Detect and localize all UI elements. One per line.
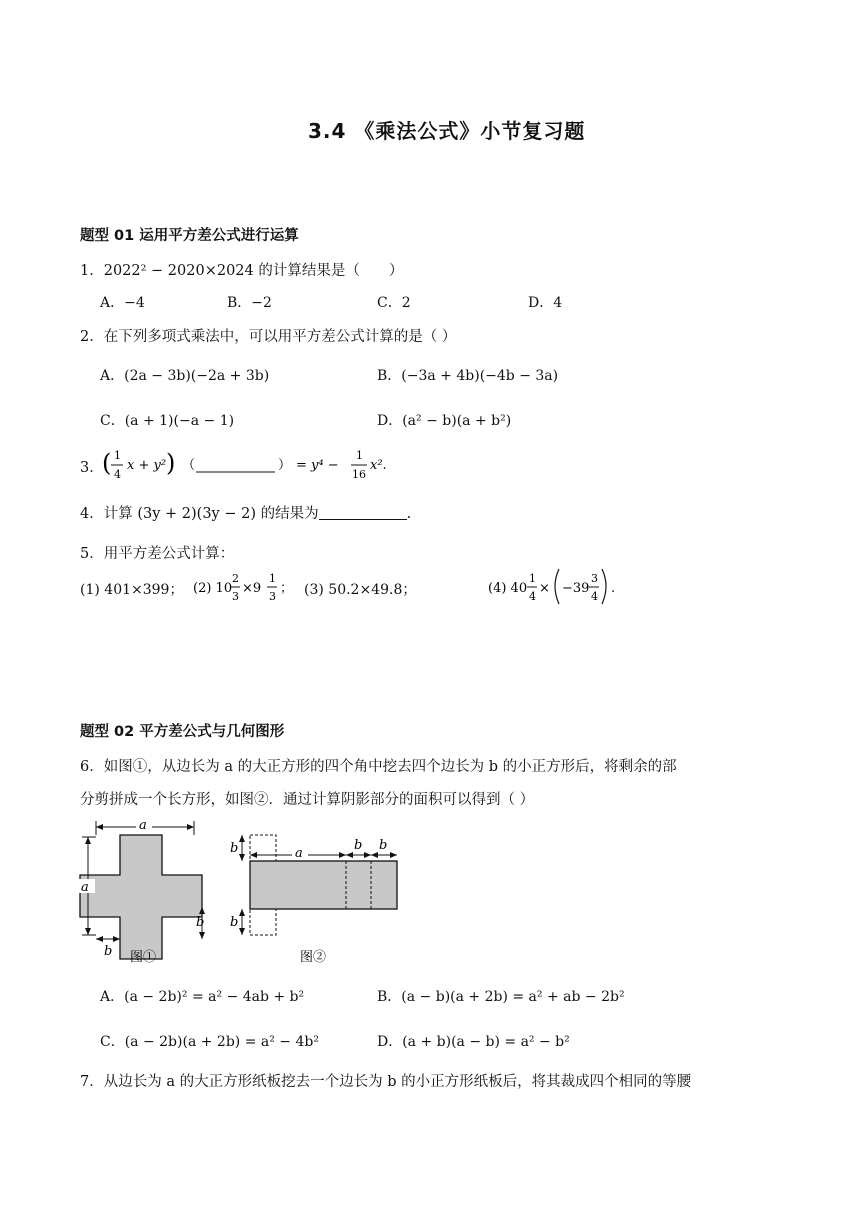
section-heading-2: 题型 02 平方差公式与几何图形 bbox=[80, 724, 285, 740]
question-5-part-4-pre: (4) 40 bbox=[488, 581, 528, 596]
figure-2-rectangle bbox=[250, 861, 397, 909]
figure-1-label-b-bottom: b bbox=[104, 944, 113, 959]
question-5-stem: 5．用平方差公式计算： bbox=[80, 546, 235, 562]
question-4-end: . bbox=[406, 506, 412, 522]
question-5-part-2 bbox=[193, 568, 303, 608]
page-title: 3.4 《乘法公式》小节复习题 bbox=[308, 119, 586, 143]
question-2-option-b: B．(−3a + 4b)(−4b − 3a) bbox=[377, 368, 559, 384]
figure-1-label-a-top: a bbox=[139, 818, 147, 833]
question-3-equals: = y⁴ − bbox=[296, 458, 339, 473]
question-3-frac2-num: 1 bbox=[356, 449, 363, 462]
question-3-frac1-num: 1 bbox=[114, 449, 121, 462]
figure-2-label-b-left-top: b bbox=[230, 841, 239, 856]
figure-2-label-a: a bbox=[295, 846, 303, 861]
question-5-part-4-d1: 4 bbox=[529, 590, 536, 603]
question-2-stem: 2．在下列多项式乘法中，可以用平方差公式计算的是（ ） bbox=[80, 329, 457, 345]
question-3-frac2-den: 16 bbox=[352, 468, 366, 481]
question-3-paren-close: ） bbox=[278, 458, 292, 473]
question-5-part-1: (1) 401×399； bbox=[80, 582, 184, 598]
question-6-option-b: B．(a − b)(a + 2b) = a² + ab − 2b² bbox=[377, 989, 625, 1005]
question-1-option-d: D．4 bbox=[528, 295, 563, 311]
question-5-part-4-close-paren bbox=[602, 569, 606, 604]
question-3-tail: x². bbox=[370, 458, 387, 473]
question-3-frac1-den: 4 bbox=[114, 468, 121, 481]
question-5-part-4-mid: × bbox=[539, 581, 550, 596]
question-6-option-c: C．(a − 2b)(a + 2b) = a² − 4b² bbox=[100, 1034, 319, 1050]
question-5-part-4-end: . bbox=[611, 581, 616, 596]
question-1-option-c: C．2 bbox=[377, 295, 411, 311]
question-1-option-b: B．−2 bbox=[227, 295, 272, 311]
question-2-option-c: C．(a + 1)(−a − 1) bbox=[100, 413, 235, 429]
figure-1-cross-shape bbox=[80, 835, 205, 959]
question-5-part-2-n2: 1 bbox=[269, 572, 276, 585]
question-5-part-2-end: ； bbox=[280, 581, 294, 596]
figure-1-caption: 图① bbox=[130, 950, 157, 965]
question-5-part-4-inner: −39 bbox=[562, 581, 590, 596]
question-3-number: 3． bbox=[80, 460, 104, 476]
figure-1-label-b-right: b bbox=[196, 915, 205, 930]
question-4-stem: 4．计算 (3y + 2)(3y − 2) 的结果为 bbox=[80, 506, 319, 522]
figure-2-label-b-1: b bbox=[354, 838, 363, 853]
question-1-option-a: A．−4 bbox=[100, 295, 145, 311]
figure-2-caption: 图② bbox=[300, 950, 327, 965]
question-5-part-4-d2: 4 bbox=[591, 590, 598, 603]
figure-2-label-b-2: b bbox=[379, 838, 388, 853]
question-5-part-4-n2: 3 bbox=[591, 572, 598, 585]
question-5-part-4-open-paren bbox=[555, 569, 559, 604]
question-5-part-2-pre: (2) 10 bbox=[193, 581, 233, 596]
question-6-option-d: D．(a + b)(a − b) = a² − b² bbox=[377, 1034, 570, 1050]
question-6-option-a: A．(a − 2b)² = a² − 4ab + b² bbox=[100, 989, 305, 1005]
question-2-option-d: D．(a² − b)(a + b²) bbox=[377, 413, 512, 429]
question-5-part-2-n1: 2 bbox=[232, 572, 239, 585]
question-7-line-1: 7．从边长为 a 的大正方形纸板挖去一个边长为 b 的小正方形纸板后，将其裁成四个相同的等腰 bbox=[80, 1074, 692, 1090]
question-6-line-1: 6．如图①，从边长为 a 的大正方形的四个角中挖去四个边长为 b 的小正方形后，将剩余的部 bbox=[80, 759, 677, 775]
figure-2-label-b-left-bottom: b bbox=[230, 915, 239, 930]
question-5-part-3: (3) 50.2×49.8； bbox=[304, 582, 417, 598]
figure-2-dashed-square-bottom bbox=[250, 909, 276, 935]
question-5-part-2-d1: 3 bbox=[232, 590, 239, 603]
question-3-paren-open: （ bbox=[182, 458, 196, 473]
question-3-middle: x + y² bbox=[127, 458, 167, 473]
question-3-close-paren: ) bbox=[166, 449, 176, 477]
question-6-figures bbox=[70, 815, 410, 970]
question-3-open-paren: ( bbox=[102, 449, 112, 477]
figure-2-dashed-square-top bbox=[250, 835, 276, 861]
question-5-part-4 bbox=[488, 563, 628, 609]
question-5-part-2-d2: 3 bbox=[269, 590, 276, 603]
question-6-line-2: 分剪拼成一个长方形，如图②．通过计算阴影部分的面积可以得到（ ） bbox=[80, 792, 535, 808]
question-5-part-2-mid: ×9 bbox=[242, 581, 262, 596]
question-1-stem: 1．2022² − 2020×2024 的计算结果是（ ） bbox=[80, 263, 404, 279]
question-2-option-a: A．(2a − 3b)(−2a + 3b) bbox=[100, 368, 270, 384]
question-4-blank bbox=[319, 519, 407, 520]
question-5-part-4-n1: 1 bbox=[529, 572, 536, 585]
figure-1-label-a-left: a bbox=[81, 880, 89, 895]
question-3-expression bbox=[100, 444, 400, 486]
section-heading-1: 题型 01 运用平方差公式进行运算 bbox=[80, 228, 299, 244]
question-4 bbox=[80, 502, 411, 523]
